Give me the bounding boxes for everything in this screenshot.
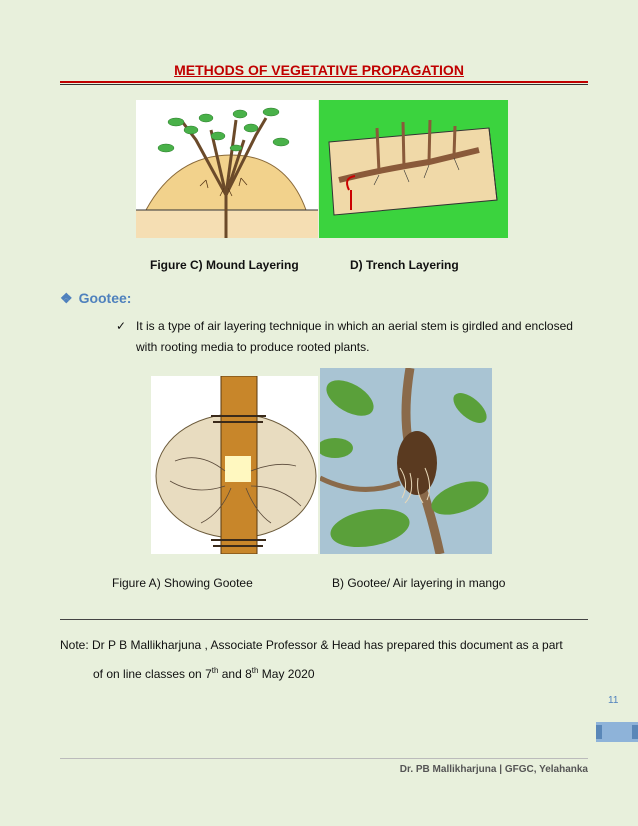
note-sup-2: th xyxy=(251,666,259,675)
note-sup-1: th xyxy=(211,666,219,675)
section-heading xyxy=(60,290,131,307)
bullet-point xyxy=(118,316,588,358)
page-tab-decoration xyxy=(596,722,638,742)
trench-layering-figure xyxy=(319,100,508,238)
note-paragraph xyxy=(60,632,590,687)
bullet-point-text: It is a type of air layering technique in which an aerial stem is girdled and enclosed with rooting media to produce rooted plants. xyxy=(136,319,573,354)
page-title: METHODS OF VEGETATIVE PROPAGATION xyxy=(174,62,464,78)
title-underline-thin xyxy=(60,84,588,85)
figure-caption-gootee: Figure A) Showing Gootee xyxy=(112,576,253,590)
checkmark-icon: ✓ xyxy=(116,319,127,333)
note-text-b: and 8 xyxy=(218,667,252,681)
note-line-1: Note: Dr P B Mallikharjuna , Associate Professor & Head has prepared this document as a part xyxy=(60,638,563,652)
note-text-a: of on line classes on 7 xyxy=(93,667,212,681)
diamond-bullet-icon: ❖ xyxy=(60,290,73,306)
figure-caption-trench: D) Trench Layering xyxy=(350,258,459,272)
footer-text: Dr. PB Mallikharjuna | GFGC, Yelahanka xyxy=(399,764,588,775)
page-number: 11 xyxy=(608,695,619,706)
mango-air-layering-photo xyxy=(320,368,492,554)
note-line-2 xyxy=(60,658,590,687)
note-text-c: May 2020 xyxy=(258,667,315,681)
note-divider xyxy=(60,619,588,620)
title-underline xyxy=(60,81,588,83)
gootee-diagram-figure xyxy=(151,376,318,554)
figure-caption-mound: Figure C) Mound Layering xyxy=(150,258,299,272)
footer-divider xyxy=(60,758,588,759)
figure-caption-mango: B) Gootee/ Air layering in mango xyxy=(332,576,506,590)
mound-layering-figure xyxy=(136,100,318,238)
section-heading-text: Gootee: xyxy=(78,290,132,306)
